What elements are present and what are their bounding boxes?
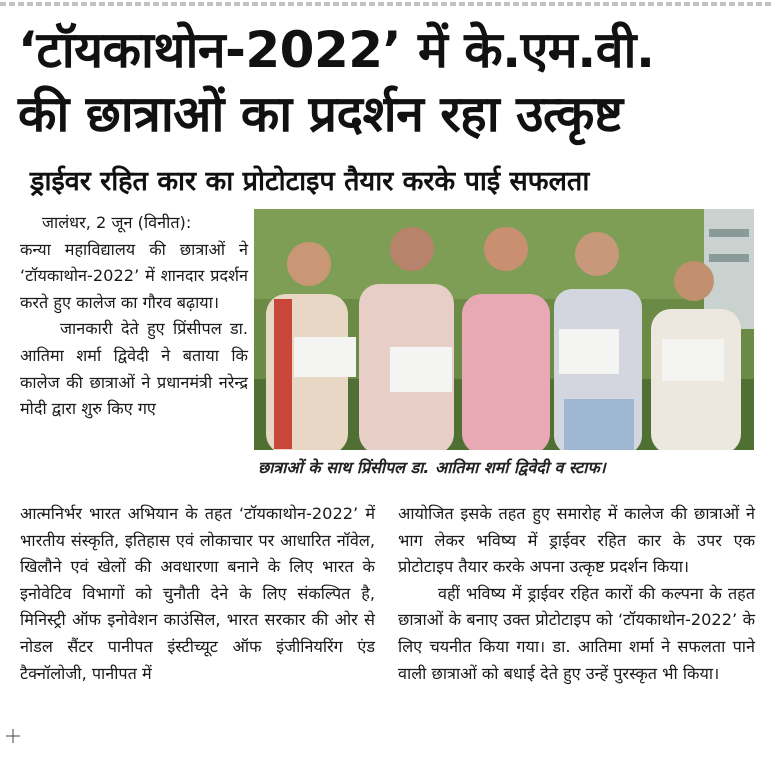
dateline: जालंधर, 2 जून (विनीत): [42,213,192,232]
crop-mark-icon [6,729,20,743]
group-photo [254,209,754,450]
paragraph-selection: वहीं भविष्य में ड्राईवर रहित कारों की कल्पना के तहत छात्राओं के बनाए उक्त प्रोटोटाइप को ‘टॉयकाथोन-2022’ के लिए चयनीत किया गया। डा. आतिमा शर्मा ने सफलता पाने वाली छात्राओं को बधाई देते हुए उन्हें पुरस्कृत भी किया। [398,583,755,683]
headline-line-2: की छात्राओं का प्रदर्शन रहा उत्कृष्ट [18,85,623,143]
article-column-1 [20,210,248,423]
paragraph-campaign: आत्मनिर्भर भारत अभियान के तहत ‘टॉयकाथोन-2022’ में भारतीय संस्कृति, इतिहास एवं लोकाचार पर आधारित नॉवेल, खिलौने एवं खेलों की अवधारणा बनाने के लिए भारत के इनोवेटिव विभागों को चुनौती देने के लिए संकल्पित है, मिनिस्ट्री ऑफ इनोवेशन काउंसिल, भारत सरकार की ओर से नोडल सैंटर पानीपत इंस्टीच्यूट ऑफ इंजीनियरिंग एंड टैक्नॉलोजी, पानीपत में [20,504,375,683]
paragraph-event: आयोजित इसके तहत हुए समारोह में कालेज की छात्राओं ने भाग लेकर भविष्य में ड्राईवर रहित कार के उपर एक प्रोटोटाइप तैयार करके अपना उत्कृष्ट प्रदर्शन किया। [398,504,755,577]
photo-illustration [254,209,754,450]
subheadline: ड्राईवर रहित कार का प्रोटोटाइप तैयार करके पाई सफलता [30,166,590,197]
paragraph-principal: जानकारी देते हुए प्रिंसीपल डा. आतिमा शर्मा द्विवेदी ने बताया कि कालेज की छात्राओं ने प्रधानमंत्री नरेन्द्र मोदी द्वारा शुरु किए गए [20,319,248,419]
photo-caption: छात्राओं के साथ प्रिंसीपल डा. आतिमा शर्मा द्विवेदी व स्टाफ। [258,458,606,477]
article-column-2 [20,501,375,687]
top-rule [0,2,771,6]
article-column-3 [398,501,755,687]
paragraph-intro: कन्या महाविद्यालय की छात्राओं ने ‘टॉयकाथोन-2022’ में शानदार प्रदर्शन करते हुए कालेज का गौरव बढ़ाया। [20,239,248,312]
headline-line-1: ‘टॉयकाथोन-2022’ में के.एम.वी. [18,21,655,79]
